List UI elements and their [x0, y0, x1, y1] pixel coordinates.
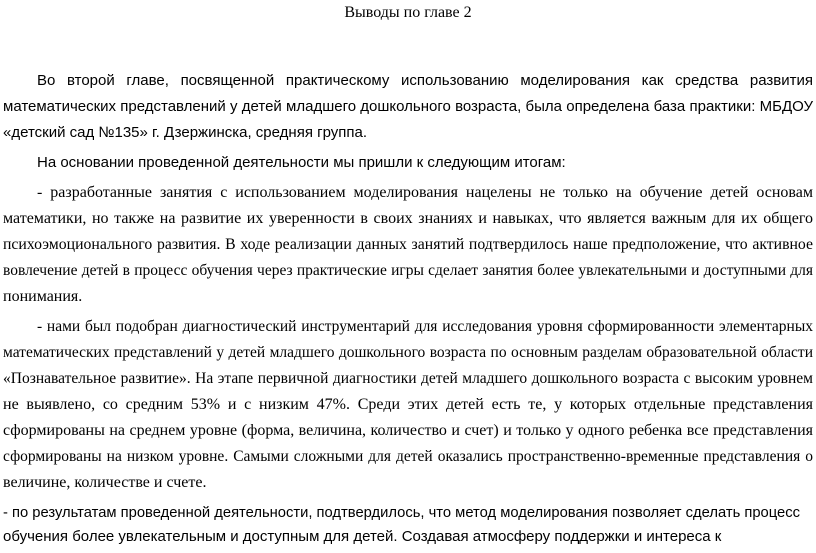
- paragraph-intro: [3, 68, 813, 146]
- text-line: величине, количестве и счете.: [3, 474, 207, 491]
- text-line: вовлечение детей в процесс обучения через практические игры сделает занятия более увлекательными и доступными для: [3, 262, 813, 279]
- paragraph-result-2: [3, 314, 813, 496]
- text-line: сформированы на низком уровне. Самыми сложными для детей оказались пространственно-временные представления о: [3, 448, 813, 465]
- text-line: «Познавательное развитие». На этапе первичной диагностики детей младшего дошкольного возраста с высоким уровнем: [3, 370, 813, 387]
- paragraph-result-1: [3, 180, 813, 310]
- text-line: понимания.: [3, 288, 83, 305]
- paragraph-results-intro: [3, 150, 813, 176]
- text-line: - нами был подобран диагностический инструментарий для исследования уровня сформированности элементарных: [37, 318, 813, 335]
- text-line: сформированы на среднем уровне (форма, величина, количество и счет) и только у одного ребенка все представления: [3, 422, 813, 439]
- chapter-conclusion-title: Выводы по главе 2: [344, 4, 472, 21]
- text-line: математических представлений у детей младшего дошкольного возраста, была определена база практики: МБДОУ: [3, 98, 813, 115]
- text-line: «детский сад №135» г. Дзержинска, средняя группа.: [3, 124, 368, 141]
- text-line: - разработанные занятия с использованием моделирования нацелены не только на обучение детей основам: [37, 184, 813, 201]
- paragraph-result-3: [3, 500, 813, 548]
- text-line: математических представлений у детей младшего дошкольного возраста по основным разделам образовательной области: [3, 344, 813, 361]
- text-line: На основании проведенной деятельности мы пришли к следующим итогам:: [37, 154, 566, 171]
- text-line: психоэмоционального развития. В ходе реализации данных занятий подтвердилось наше предположение, что активное: [3, 236, 813, 253]
- text-line: Во второй главе, посвященной практическому использованию моделирования как средства развития: [37, 72, 813, 89]
- text-line: не выявлено, со средним 53% и с низким 47%. Среди этих детей есть те, у которых отдельные представления: [3, 396, 813, 413]
- text-line: обучения более увлекательным и доступным для детей. Создавая атмосферу поддержки и интереса к: [3, 528, 722, 545]
- text-line: - по результатам проведенной деятельности, подтвердилось, что метод моделирования позволяет сделать процесс: [3, 505, 800, 521]
- text-line: математики, но также на развитие их уверенности в своих знаниях и навыках, что является важным для их общего: [3, 210, 813, 227]
